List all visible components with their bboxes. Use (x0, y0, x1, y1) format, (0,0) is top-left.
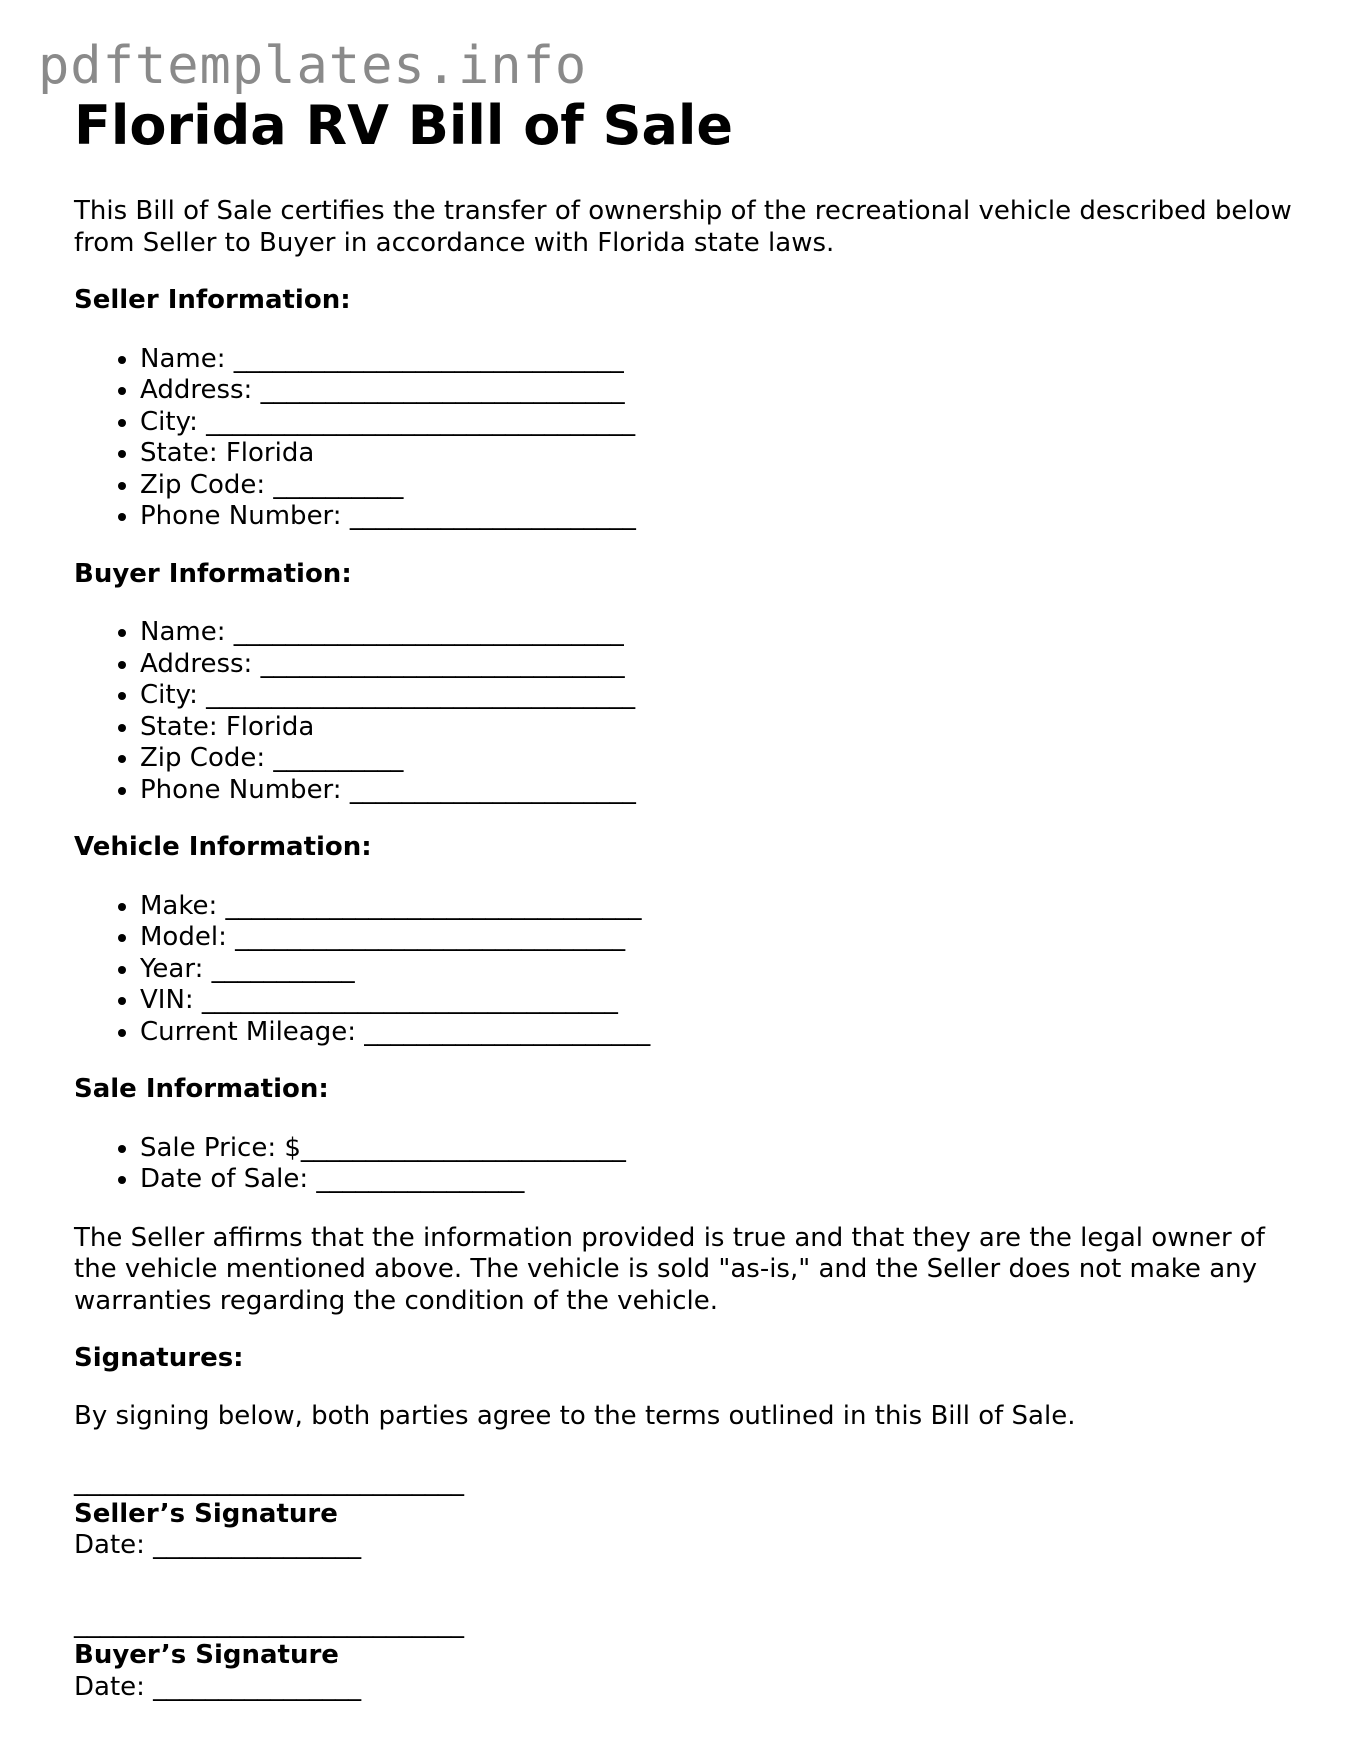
seller-signature-block (74, 1467, 1294, 1562)
vehicle-vin-field[interactable]: • VIN: ________________________________ (140, 985, 1294, 1017)
seller-information-list (74, 344, 1294, 533)
seller-address-field[interactable]: • Address: ____________________________ (140, 375, 1294, 407)
seller-city-field[interactable]: • City: _________________________________ (140, 407, 1294, 439)
seller-name-field[interactable]: • Name: ______________________________ (140, 344, 1294, 376)
vehicle-mileage-field[interactable]: • Current Mileage: ______________________ (140, 1017, 1294, 1049)
seller-phone-field[interactable]: • Phone Number: ______________________ (140, 501, 1294, 533)
buyer-name-field[interactable]: • Name: ______________________________ (140, 617, 1294, 649)
buyer-information-list (74, 617, 1294, 806)
sale-information-heading: Sale Information: (74, 1074, 329, 1104)
sale-information-list (74, 1133, 1294, 1196)
document-page (74, 94, 1294, 1703)
seller-signature-line[interactable]: ______________________________ (74, 1467, 464, 1497)
buyer-signature-line[interactable]: ______________________________ (74, 1608, 464, 1639)
vehicle-model-field[interactable]: • Model: ______________________________ (140, 922, 1294, 954)
signatures-note: By signing below, both parties agree to the terms outlined in this Bill of Sale. (74, 1400, 1076, 1431)
affirmation-paragraph: The Seller affirms that the information provided is true and that they are the legal owner of the vehicle mentioned above. The vehicle is sold "as-is," and the Seller does not make any warranties regarding the condition of the vehicle. (74, 1222, 1265, 1316)
sale-date-field[interactable]: • Date of Sale: ________________ (140, 1164, 1294, 1196)
buyer-address-field[interactable]: • Address: ____________________________ (140, 649, 1294, 681)
buyer-signature-label: Buyer’s Signature (74, 1640, 339, 1670)
buyer-signature-date[interactable]: Date: ________________ (74, 1671, 362, 1702)
buyer-signature-block (74, 1609, 1294, 1704)
buyer-phone-field[interactable]: • Phone Number: ______________________ (140, 775, 1294, 807)
vehicle-information-list (74, 891, 1294, 1049)
buyer-state-field: • State: Florida (140, 712, 1294, 744)
vehicle-year-field[interactable]: • Year: ___________ (140, 954, 1294, 986)
buyer-city-field[interactable]: • City: _________________________________ (140, 680, 1294, 712)
vehicle-information-heading: Vehicle Information: (74, 832, 372, 862)
seller-state-field: • State: Florida (140, 438, 1294, 470)
buyer-zip-field[interactable]: • Zip Code: __________ (140, 743, 1294, 775)
seller-signature-label: Seller’s Signature (74, 1498, 338, 1529)
vehicle-make-field[interactable]: • Make: ________________________________ (140, 891, 1294, 923)
signatures-heading: Signatures: (74, 1343, 244, 1373)
seller-signature-date[interactable]: Date: ________________ (74, 1530, 362, 1560)
document-title: Florida RV Bill of Sale (74, 94, 734, 157)
intro-paragraph: This Bill of Sale certifies the transfer of ownership of the recreational vehicle described below from Seller to Buyer in accordance with Florida state laws. (74, 196, 1292, 258)
watermark: pdftemplates.info (38, 36, 588, 96)
sale-price-field[interactable]: • Sale Price: $_________________________ (140, 1133, 1294, 1165)
buyer-information-heading: Buyer Information: (74, 558, 352, 589)
seller-information-heading: Seller Information: (74, 285, 351, 315)
seller-zip-field[interactable]: • Zip Code: __________ (140, 470, 1294, 502)
